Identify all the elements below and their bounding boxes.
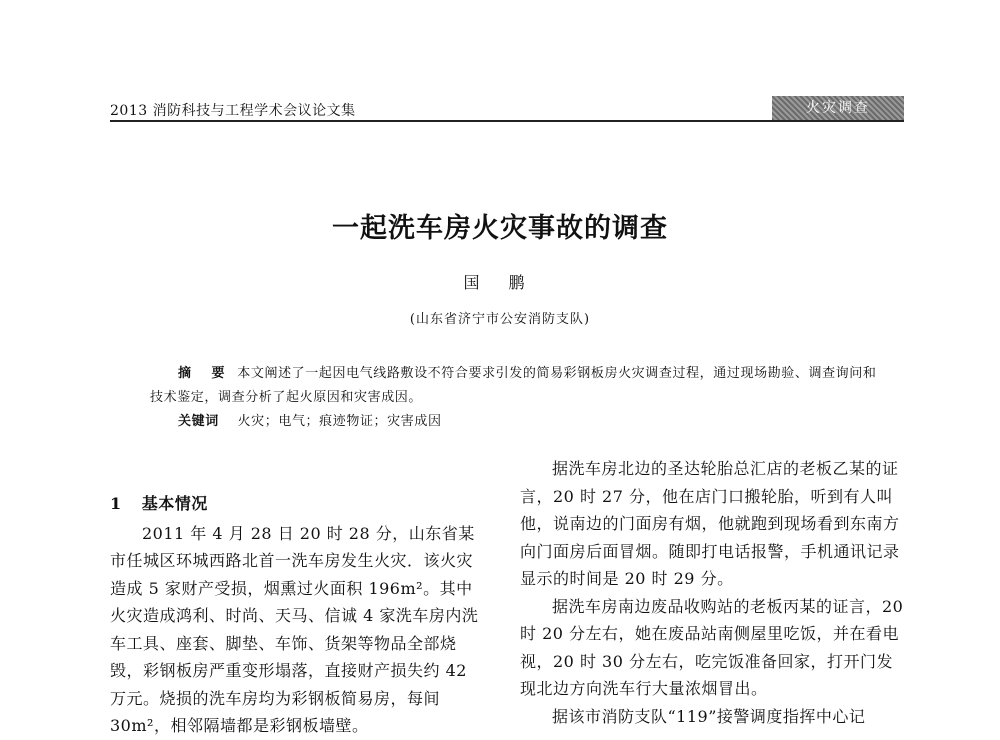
- abstract-text: 本文阐述了一起因电气线路敷设不符合要求引发的简易彩钢板房火灾调查过程，通过现场勘验、调查询问和技术鉴定，调查分析了起火原因和灾害成因。: [150, 366, 877, 405]
- section-title: 基本情况: [141, 494, 208, 513]
- paragraph: 2011 年 4 月 28 日 20 时 28 分，山东省某市任城区环城西路北首一洗车房发生火灾．该火灾造成 5 家财产受损，烟熏过火面积 196m²。其中火灾造成鸿利、时尚、天马、信诚 4 家洗车房内洗车工具、座套、脚垫、车饰、货架等物品全部烧毁，彩钢板房严重变形塌落，直接财产损失约 42 万元。烧损的洗车房均为彩钢板简易房，每间 30m²，相邻隔墙都是彩钢板墙壁。: [110, 523, 479, 735]
- section-number: 1: [110, 494, 122, 513]
- abstract: [150, 362, 890, 410]
- affiliation: (山东省济宁市公安消防支队): [409, 312, 591, 327]
- header-rule: [110, 120, 904, 122]
- paragraph: 据洗车房北边的圣达轮胎总汇店的老板乙某的证言，20 时 27 分，他在店门口搬轮胎，听到有人叫他，说南边的门面房有烟，他就跑到现场看到东南方向门面房后面冒烟。随即打电话报警，手机通讯记录显示的时间是 20 时 29 分。: [520, 459, 900, 588]
- author: 国 鹏: [463, 273, 537, 292]
- journal-name: 2013 消防科技与工程学术会议论文集: [110, 103, 356, 119]
- right-column: [520, 455, 904, 730]
- paper-title: 一起洗车房火灾事故的调查: [332, 213, 668, 244]
- abstract-label: 摘 要: [178, 366, 233, 381]
- keywords: [178, 410, 442, 429]
- paragraph: 据洗车房南边废品收购站的老板丙某的证言，20 时 20 分左右，她在废品站南侧屋里吃饭，并在看电视，20 时 30 分左右，吃完饭准备回家，打开门发现北边方向洗车行大量浓烟冒出。: [520, 596, 904, 698]
- section-heading: [110, 490, 488, 518]
- keywords-text: 火灾；电气；痕迹物证；灾害成因: [237, 414, 442, 429]
- keywords-label: 关键词: [178, 414, 219, 429]
- section-tag: 火灾调查: [772, 96, 904, 120]
- running-header: [110, 96, 904, 122]
- paragraph: 据该市消防支队“119”接警调度指挥中心记: [552, 706, 866, 726]
- left-column: [110, 490, 488, 740]
